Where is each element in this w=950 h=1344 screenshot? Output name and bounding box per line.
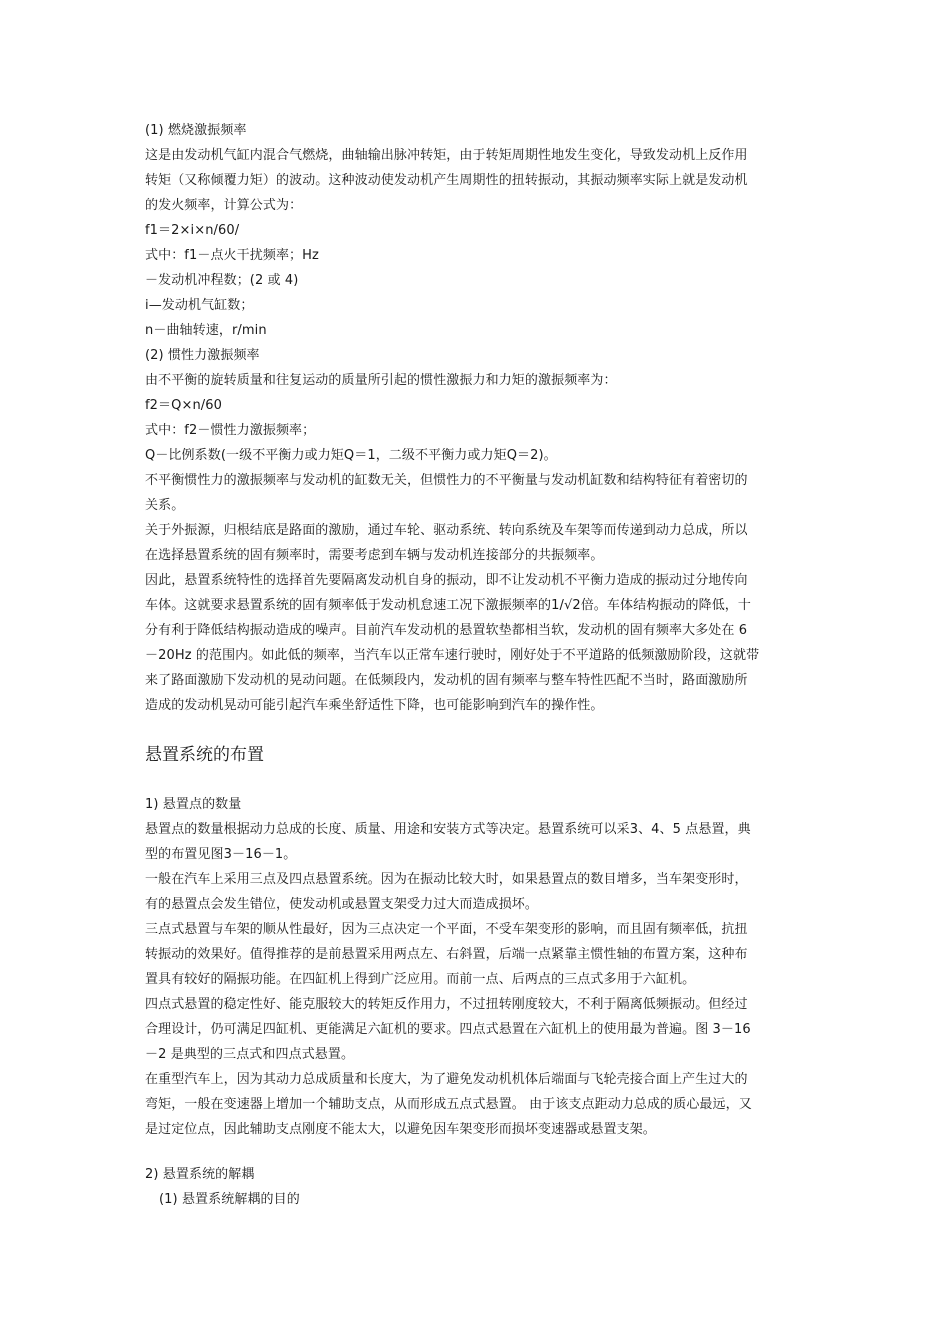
- document-page: [145, 118, 831, 1212]
- text-line: 关于外振源，归根结底是路面的激励，通过车轮、驱动系统、转向系统及车架等而传递到动力总成，所以: [145, 523, 748, 538]
- text-line: 来了路面激励下发动机的晃动问题。在低频段内，发动机的固有频率与整车特性匹配不当时，路面激励所: [145, 673, 748, 688]
- text-line: 转振动的效果好。值得推荐的是前悬置采用两点左、右斜置，后端一点紧靠主惯性轴的布置方案，这种布: [145, 947, 748, 962]
- text-line: 一般在汽车上采用三点及四点悬置系统。因为在振动比较大时，如果悬置点的数目增多，当车架变形时，: [145, 872, 748, 887]
- text-line: 四点式悬置的稳定性好、能克服较大的转矩反作用力，不过扭转刚度较大，不利于隔离低频振动。但经过: [145, 997, 748, 1012]
- text-line: 在选择悬置系统的固有频率时，需要考虑到车辆与发动机连接部分的共振频率。: [145, 548, 604, 563]
- text-line: i—发动机气缸数；: [145, 298, 254, 313]
- heading-inertia-frequency: (2) 惯性力激振频率: [145, 348, 260, 363]
- heading-combustion-frequency: (1) 燃烧激振频率: [145, 123, 247, 138]
- text-line: 转矩（又称倾覆力矩）的波动。这种波动使发动机产生周期性的扭转振动，其振动频率实际上就是发动机: [145, 173, 748, 188]
- text-line: 式中：f1－点火干扰频率；Hz: [145, 248, 319, 263]
- section-title-mount-layout: 悬置系统的布置: [145, 745, 264, 765]
- text-line: －发动机冲程数；(2 或 4): [145, 273, 299, 288]
- heading-mount-count: 1) 悬置点的数量: [145, 797, 242, 812]
- text-line: 在重型汽车上，因为其动力总成质量和长度大，为了避免发动机机体后端面与飞轮壳接合面上产生过大的: [145, 1072, 748, 1087]
- text-line: 关系。: [145, 498, 185, 513]
- text-line: 有的悬置点会发生错位，使发动机或悬置支架受力过大而造成损坏。: [145, 897, 539, 912]
- text-line: 分有利于降低结构振动造成的噪声。目前汽车发动机的悬置软垫都相当软，发动机的固有频率大多处在 6: [145, 623, 748, 638]
- text-line: 不平衡惯性力的激振频率与发动机的缸数无关，但惯性力的不平衡量与发动机缸数和结构特征有着密切的: [145, 473, 748, 488]
- text-line: 悬置点的数量根据动力总成的长度、质量、用途和安装方式等决定。悬置系统可以采3、4、5 点悬置，典: [145, 822, 751, 837]
- formula-f1: f1＝2×i×n/60/: [145, 223, 240, 238]
- text-line: 是过定位点，因此辅助支点刚度不能太大，以避免因车架变形而损坏变速器或悬置支架。: [145, 1122, 656, 1137]
- block-excitation-frequency: [145, 118, 831, 718]
- block-mount-count: [145, 792, 831, 1142]
- text-line: 这是由发动机气缸内混合气燃烧，曲轴输出脉冲转矩，由于转矩周期性地发生变化，导致发动机上反作用: [145, 148, 748, 163]
- text-line: 置具有较好的隔振功能。在四缸机上得到广泛应用。而前一点、后两点的三点式多用于六缸机。: [145, 972, 696, 987]
- text-line: 车体。这就要求悬置系统的固有频率低于发动机怠速工况下激振频率的1/√2倍。车体结构振动的降低，十: [145, 598, 752, 613]
- text-line: －2 是典型的三点式和四点式悬置。: [145, 1047, 355, 1062]
- block-decoupling: [145, 1162, 831, 1212]
- text-line: n－曲轴转速，r/min: [145, 323, 267, 338]
- text-line: 弯矩，一般在变速器上增加一个辅助支点，从而形成五点式悬置。 由于该支点距动力总成的质心最远，又: [145, 1097, 752, 1112]
- text-line: 的发火频率，计算公式为：: [145, 198, 303, 213]
- heading-decoupling: 2) 悬置系统的解耦: [145, 1167, 255, 1182]
- text-line: 由不平衡的旋转质量和往复运动的质量所引起的惯性激振力和力矩的激振频率为：: [145, 373, 617, 388]
- text-line: Q－比例系数(一级不平衡力或力矩Q＝1，二级不平衡力或力矩Q＝2)。: [145, 448, 557, 463]
- text-line: －20Hz 的范围内。如此低的频率，当汽车以正常车速行驶时，刚好处于不平道路的低频激励阶段，这就带: [145, 648, 760, 663]
- text-line: 型的布置见图3－16－1。: [145, 847, 297, 862]
- formula-f2: f2＝Q×n/60: [145, 398, 223, 413]
- text-line: 因此，悬置系统特性的选择首先要隔离发动机自身的振动，即不让发动机不平衡力造成的振动过分地传向: [145, 573, 748, 588]
- text-line: 三点式悬置与车架的顺从性最好，因为三点决定一个平面，不受车架变形的影响，而且固有频率低，抗扭: [145, 922, 748, 937]
- heading-decoupling-purpose: (1) 悬置系统解耦的目的: [159, 1192, 300, 1207]
- text-line: 造成的发动机晃动可能引起汽车乘坐舒适性下降，也可能影响到汽车的操作性。: [145, 698, 604, 713]
- text-line: 式中：f2－惯性力激振频率；: [145, 423, 316, 438]
- text-line: 合理设计，仍可满足四缸机、更能满足六缸机的要求。四点式悬置在六缸机上的使用最为普遍。图 3－16: [145, 1022, 751, 1037]
